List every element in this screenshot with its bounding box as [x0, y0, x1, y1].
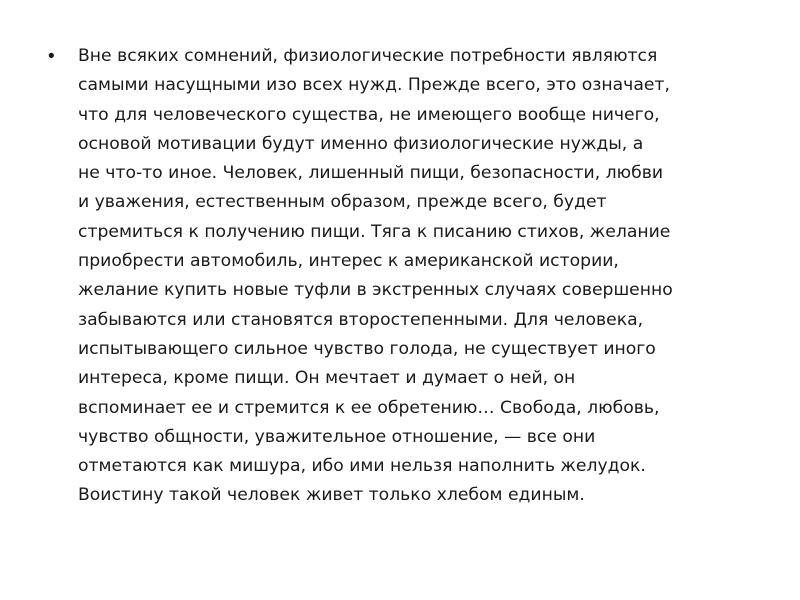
bullet-paragraph: Вне всяких сомнений, физиологические потребности являются самыми насущными изо всех нужд. Прежде всего, это означает, что для человеческого существа, не имеющего вообще ничего, основой мотивации будут именно физиологические нужды, а не что-то иное. Человек, лишенный пищи, безопасности, любви и уважения, естественным образом, прежде всего, будет стремиться к получению пищи. Тяга к писанию стихов, желание приобрести автомобиль, интерес к американской истории, желание купить новые туфли в экстренных случаях совершенно забываются или становятся второстепенными. Для человека, испытывающего сильное чувство голода, не существует иного интереса, кроме пищи. Он мечтает и думает о ней, он вспоминает ее и стремится к ее обретению… Свобода, любовь, чувство общности, уважительное отношение, — все они отметаются как мишура, ибо ими нельзя наполнить желудок. Воистину такой человек живет только хлебом единым.	[78, 46, 673, 506]
slide-content	[48, 42, 760, 511]
bullet-marker: •	[48, 46, 55, 67]
bullet-item	[48, 42, 760, 511]
